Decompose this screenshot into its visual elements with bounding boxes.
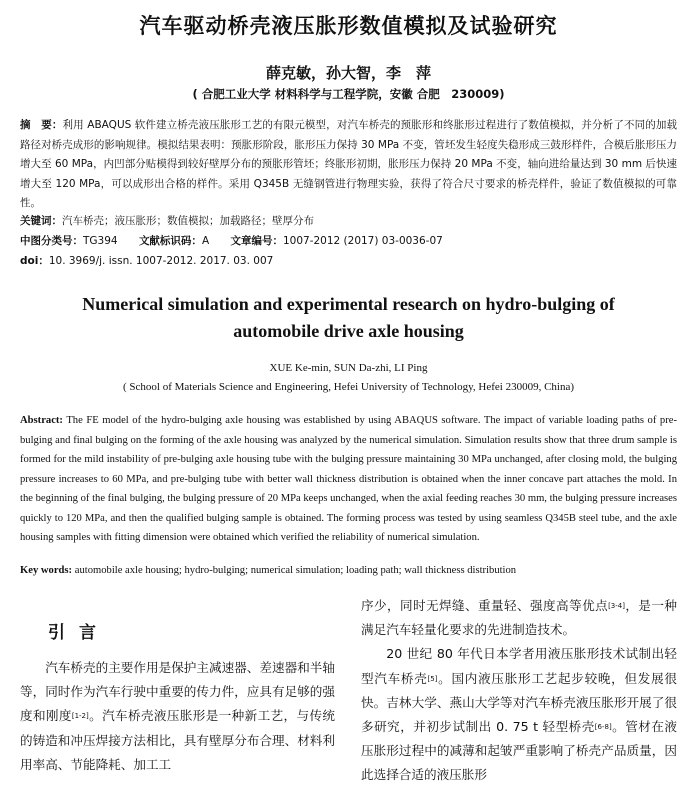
section-title-intro: 引言 <box>48 623 110 643</box>
abstract-en-text: The FE model of the hydro-bulging axle housing was established by using ABAQUS software. The impact of variable loading paths of pre-bulging and final bulging on the forming of the axle housing was analyzed by the numerical simulation. Simulation results show that three drum sample is formed for the mild instability of pre-bulging axle housing tube with the bulging pressure maintaining 30 MPa unchanged, after closing mold, the bulging pressure increases to 60 MPa, and pre-bulging tube with better wall thickness distribution is obtained when the inner concave part attaches the mold. In the beginning of the final bulging, the bulging pressure of 20 MPa keeps unchanged, when the axial feeding reaches 30 mm, the bulging pressure increases quickly to 120 MPa, and then the qualified bulging sample is obtained. The forming process was tested by using seamless Q345B steel tube, and the axle housing samples with fitting dimension were obtained which verified the reliability of numerical simulation. <box>20 415 677 543</box>
doi-line <box>20 253 291 268</box>
paragraph-text: 。管材在液压胀形过程中的减薄和起皱严重影响了桥壳产品质量，因此选择合适的液压胀形 <box>361 719 678 783</box>
paragraph-text: 20 世纪 80 年代日本学者用液压胀形技术试制出轻型汽车桥壳 <box>361 646 677 686</box>
abstract-zh-label: 摘 要： <box>20 119 63 131</box>
keywords-en-label: Key words: <box>20 565 73 576</box>
authors-en: XUE Ke-min, SUN Da-zhi, LI Ping <box>269 362 428 374</box>
paragraph-text: ，是一种满足汽车轻量化要求的先进制造技术。 <box>361 598 678 638</box>
affiliation-en: ( School of Materials Science and Engineering, Hefei University of Technology, Hefei 230009, China) <box>122 381 575 393</box>
citation: [3-4] <box>608 602 625 610</box>
authors-zh: 薛克敏，孙大智，李 萍 <box>265 64 431 82</box>
body-column-right <box>361 594 677 788</box>
doi-value: 10. 3969/j. issn. 1007-2012. 2017. 03. 007 <box>48 255 274 267</box>
paragraph-text: 序少，同时无焊缝、重量轻、强度高等优点 <box>361 598 609 613</box>
paragraph <box>20 656 335 777</box>
title-en-text: Numerical simulation and experimental research on hydro-bulging of automobile drive axle housing <box>82 294 615 341</box>
classification-line <box>20 233 461 248</box>
affiliation-zh: ( 合肥工业大学 材料科学与工程学院，安徽 合肥 230009) <box>192 87 505 101</box>
title-zh: 汽车驱动桥壳液压胀形数值模拟及试验研究 <box>139 14 558 38</box>
paragraph <box>361 642 677 787</box>
paragraph <box>361 594 677 642</box>
paragraph-text: 。汽车桥壳液压胀形是一种新工艺，与传统的铸造和冲压焊接方法相比，具有壁厚分布合理、材料利用率高、节能降耗、加工工 <box>20 708 336 772</box>
keywords-en-text: automobile axle housing; hydro-bulging; numerical simulation; loading path; wall thickness distribution <box>74 565 517 576</box>
paragraph-text: 汽车桥壳的主要作用是保护主减速器、差速器和半轴等，同时作为汽车行驶中重要的传力件，应具有足够的强度和刚度 <box>20 660 335 724</box>
abstract-zh <box>20 116 677 214</box>
citation: [5] <box>427 674 438 683</box>
keywords-zh-text: 汽车桥壳；液压胀形；数值模拟；加载路径；壁厚分布 <box>62 215 314 227</box>
title-en <box>0 291 697 345</box>
article-no-label: 文章编号： <box>230 235 283 247</box>
article-no-value: 1007-2012 (2017) 03-0036-07 <box>282 235 443 247</box>
keywords-en <box>20 565 677 576</box>
clc-label: 中图分类号： <box>20 235 83 247</box>
citation: [1-2] <box>71 712 89 721</box>
abstract-en-label: Abstract: <box>20 415 63 426</box>
keywords-zh <box>20 213 332 228</box>
keywords-zh-label: 关键词： <box>20 215 62 227</box>
abstract-en <box>20 411 677 548</box>
doc-code-label: 文献标识码： <box>138 235 202 247</box>
paragraph-text: 。国内液压胀形工艺起步较晚，但发展很快。吉林大学、燕山大学等对汽车桥壳液压胀形开展了很多研究，并初步试制出 0. 75 t 轻型桥壳 <box>361 670 678 735</box>
doc-code-value: A <box>201 235 210 247</box>
citation: [6-8] <box>594 723 612 732</box>
clc-value: TG394 <box>83 235 118 247</box>
doi-label: doi： <box>20 255 49 267</box>
abstract-zh-text: 利用 ABAQUS 软件建立桥壳液压胀形工艺的有限元模型，对汽车桥壳的预胀形和终胀形过程进行了数值模拟，并分析了不同的加载路径对桥壳成形的影响规律。模拟结果表明：预胀形阶段，胀形压力保持 30 MPa 不变，管坯发生轻度失稳形成三鼓形样件，合模后胀形压力增大至 60 MPa，内凹部分贴模得到较好壁厚分布的预胀形管坯；终胀形初期，胀形压力保持 20 MPa 不变，轴向进给量达到 30 mm 后快速增大至 120 MPa，可以成形出合格的样件。采用 Q345B 无缝钢管进行物理实验，获得了符合尺寸要求的桥壳样件，验证了数值模拟的可靠性。 <box>20 119 677 210</box>
body-column-left <box>20 656 335 777</box>
